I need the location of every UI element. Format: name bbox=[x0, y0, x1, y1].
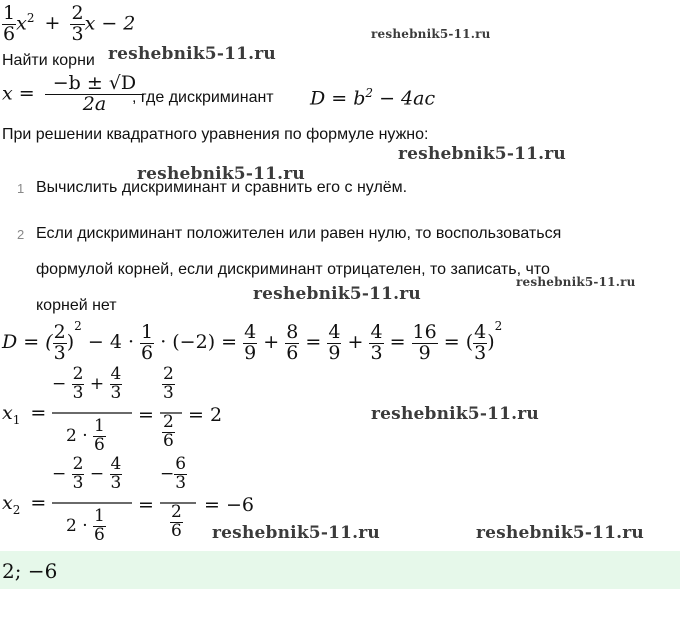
times-neg-two: · (−2) = bbox=[160, 331, 238, 353]
x2-top-frac-b bbox=[110, 456, 123, 493]
x1-result: = 2 bbox=[188, 404, 223, 426]
step-number-1: 1 bbox=[17, 181, 25, 196]
fraction-denominator: 3 bbox=[71, 22, 84, 45]
disc-frac-5 bbox=[327, 320, 341, 364]
fraction-numerator: 1 bbox=[141, 320, 154, 343]
x1-denominator bbox=[66, 418, 106, 455]
x2-result: = −6 bbox=[204, 494, 254, 516]
fraction-denominator: 3 bbox=[110, 472, 122, 493]
quadratic-formula bbox=[2, 74, 144, 118]
fraction-numerator: 2 bbox=[72, 364, 84, 384]
x2-numerator bbox=[52, 456, 122, 493]
plus-sign: + bbox=[263, 331, 280, 353]
disc-frac-7 bbox=[412, 320, 438, 364]
x1-top-frac-b bbox=[110, 366, 123, 403]
disc-frac-6 bbox=[369, 320, 383, 364]
fraction-numerator: 4 bbox=[110, 454, 122, 474]
x2-result-top bbox=[160, 456, 187, 493]
x2-r-bot-frac bbox=[170, 504, 183, 541]
fraction-numerator: 8 bbox=[286, 320, 299, 343]
watermark: reshebnik5-11.ru bbox=[476, 523, 644, 543]
step-number-2: 2 bbox=[17, 227, 25, 242]
disc-frac-2 bbox=[140, 320, 154, 364]
x1-top-frac-a bbox=[72, 366, 85, 403]
disc-frac-4 bbox=[285, 320, 299, 364]
disc-frac-8 bbox=[473, 320, 487, 364]
fraction-numerator: 16 bbox=[412, 320, 437, 343]
method-intro: При решении квадратного уравнения по формуле нужно: bbox=[2, 126, 429, 143]
exponent: 2 bbox=[26, 11, 35, 26]
plus-sign: + bbox=[347, 331, 364, 353]
disc-rhs: − 4ac bbox=[379, 87, 436, 110]
watermark: reshebnik5-11.ru bbox=[253, 284, 421, 304]
fraction-denominator: 3 bbox=[175, 472, 187, 493]
watermark: reshebnik5-11.ru bbox=[371, 27, 491, 41]
equals-sign: = bbox=[305, 331, 322, 353]
fraction-numerator: 6 bbox=[175, 454, 187, 474]
x1-eq2: = bbox=[138, 404, 154, 426]
fraction-numerator: 4 bbox=[244, 320, 257, 343]
task-fraction-2 bbox=[70, 4, 84, 45]
x1-r-bot-frac bbox=[162, 414, 175, 451]
fraction-denominator: 6 bbox=[141, 341, 154, 364]
discriminant-note: , где дискриминант bbox=[132, 89, 274, 106]
fraction-numerator: 4 bbox=[328, 320, 341, 343]
fraction-numerator: 1 bbox=[94, 506, 105, 526]
x1-bot-frac bbox=[93, 418, 106, 455]
fraction-denominator: 6 bbox=[286, 341, 299, 364]
minus-sign: − bbox=[89, 463, 105, 484]
x2-eq2: = bbox=[138, 494, 154, 516]
fraction-denominator: 9 bbox=[244, 341, 257, 364]
disc-lhs: D = b bbox=[310, 87, 366, 110]
fraction-denominator: 3 bbox=[53, 341, 66, 364]
formula-lhs: x = bbox=[2, 82, 35, 105]
formula-fraction bbox=[45, 74, 144, 115]
fraction-denominator: 3 bbox=[163, 382, 174, 403]
x1-result-top bbox=[162, 366, 175, 403]
answer-bar bbox=[0, 551, 680, 589]
x1-main-fraction-bar bbox=[52, 412, 132, 414]
x2-top-frac-a bbox=[72, 456, 85, 493]
watermark: reshebnik5-11.ru bbox=[398, 144, 566, 164]
watermark: reshebnik5-11.ru bbox=[108, 44, 276, 64]
step-2-line-3: корней нет bbox=[36, 297, 117, 314]
plus-sign: + bbox=[89, 373, 105, 394]
x2-denominator bbox=[66, 508, 106, 545]
expression-tail: x − 2 bbox=[84, 12, 136, 35]
equals-sign: = bbox=[30, 492, 47, 514]
fraction-numerator: 1 bbox=[94, 416, 105, 436]
watermark: reshebnik5-11.ru bbox=[371, 404, 539, 424]
discriminant-computation bbox=[2, 320, 502, 363]
x2-result-bottom bbox=[170, 504, 183, 541]
close-paren: ) bbox=[66, 331, 75, 353]
fraction-numerator: 2 bbox=[163, 412, 174, 432]
find-roots-heading: Найти корни bbox=[2, 52, 95, 69]
fraction-denominator: 3 bbox=[110, 382, 122, 403]
disc-label: D = ( bbox=[2, 331, 53, 353]
equals-open-paren: = ( bbox=[443, 331, 474, 353]
watermark: reshebnik5-11.ru bbox=[137, 164, 305, 184]
formula-numerator: −b ± √D bbox=[45, 74, 144, 95]
fraction-numerator: 4 bbox=[370, 320, 383, 343]
fraction-numerator: 2 bbox=[171, 502, 182, 522]
exponent: 2 bbox=[74, 319, 82, 333]
fraction-numerator: 1 bbox=[3, 2, 16, 24]
equals-sign: = bbox=[30, 402, 47, 424]
disc-frac-3 bbox=[243, 320, 257, 364]
fraction-denominator: 3 bbox=[474, 341, 487, 364]
fraction-numerator: 2 bbox=[72, 454, 84, 474]
coefficient: 2 · bbox=[66, 425, 88, 446]
watermark: reshebnik5-11.ru bbox=[516, 275, 636, 289]
fraction-numerator: 2 bbox=[53, 320, 66, 343]
fraction-numerator: 4 bbox=[110, 364, 122, 384]
x1-result-bottom bbox=[162, 414, 175, 451]
minus-four: − 4 · bbox=[87, 331, 134, 353]
fraction-denominator: 6 bbox=[171, 520, 182, 541]
fraction-denominator: 9 bbox=[418, 341, 431, 364]
disc-exponent: 2 bbox=[365, 86, 374, 100]
answer-text: 2; −6 bbox=[2, 559, 58, 583]
disc-frac-1 bbox=[53, 320, 67, 364]
subscript: 1 bbox=[12, 412, 21, 427]
step-2-line-1: Если дискриминант положителен или равен нулю, то воспользоваться bbox=[36, 225, 562, 242]
fraction-denominator: 6 bbox=[163, 430, 174, 451]
plus-sign: + bbox=[44, 12, 61, 35]
fraction-denominator: 3 bbox=[370, 341, 383, 364]
fraction-numerator: 2 bbox=[71, 2, 84, 24]
watermark: reshebnik5-11.ru bbox=[212, 523, 380, 543]
minus-sign: − bbox=[52, 463, 67, 484]
subscript: 2 bbox=[12, 502, 21, 517]
task-fraction-1 bbox=[2, 4, 16, 45]
coefficient: 2 · bbox=[66, 515, 88, 536]
x1-label bbox=[2, 402, 46, 427]
step-1-text: Вычислить дискриминант и сравнить его с нулём. bbox=[36, 179, 408, 196]
variable-x: x bbox=[16, 12, 27, 35]
x1-numerator bbox=[52, 366, 122, 403]
fraction-denominator: 6 bbox=[3, 22, 16, 45]
variable-x: x bbox=[2, 492, 13, 514]
step-2-line-2: формулой корней, если дискриминант отрицателен, то записать, что bbox=[36, 261, 550, 278]
x2-r-top-frac bbox=[174, 456, 187, 493]
x2-label bbox=[2, 492, 46, 517]
task-expression bbox=[2, 4, 135, 45]
equals-sign: = bbox=[389, 331, 406, 353]
fraction-denominator: 3 bbox=[72, 382, 84, 403]
x1-r-top-frac bbox=[162, 366, 175, 403]
minus-sign: − bbox=[52, 373, 67, 394]
fraction-denominator: 6 bbox=[94, 524, 105, 545]
close-paren: ) bbox=[487, 331, 495, 353]
variable-x: x bbox=[2, 402, 13, 424]
x2-bot-frac bbox=[93, 508, 106, 545]
formula-denominator: 2a bbox=[82, 92, 107, 115]
exponent: 2 bbox=[494, 319, 503, 333]
minus-sign: − bbox=[160, 463, 175, 484]
fraction-denominator: 9 bbox=[328, 341, 341, 364]
discriminant-definition bbox=[310, 86, 435, 109]
x2-main-fraction-bar bbox=[52, 502, 132, 504]
fraction-numerator: 4 bbox=[474, 320, 487, 343]
fraction-denominator: 3 bbox=[72, 472, 84, 493]
fraction-denominator: 6 bbox=[94, 434, 105, 455]
fraction-numerator: 2 bbox=[163, 364, 174, 384]
